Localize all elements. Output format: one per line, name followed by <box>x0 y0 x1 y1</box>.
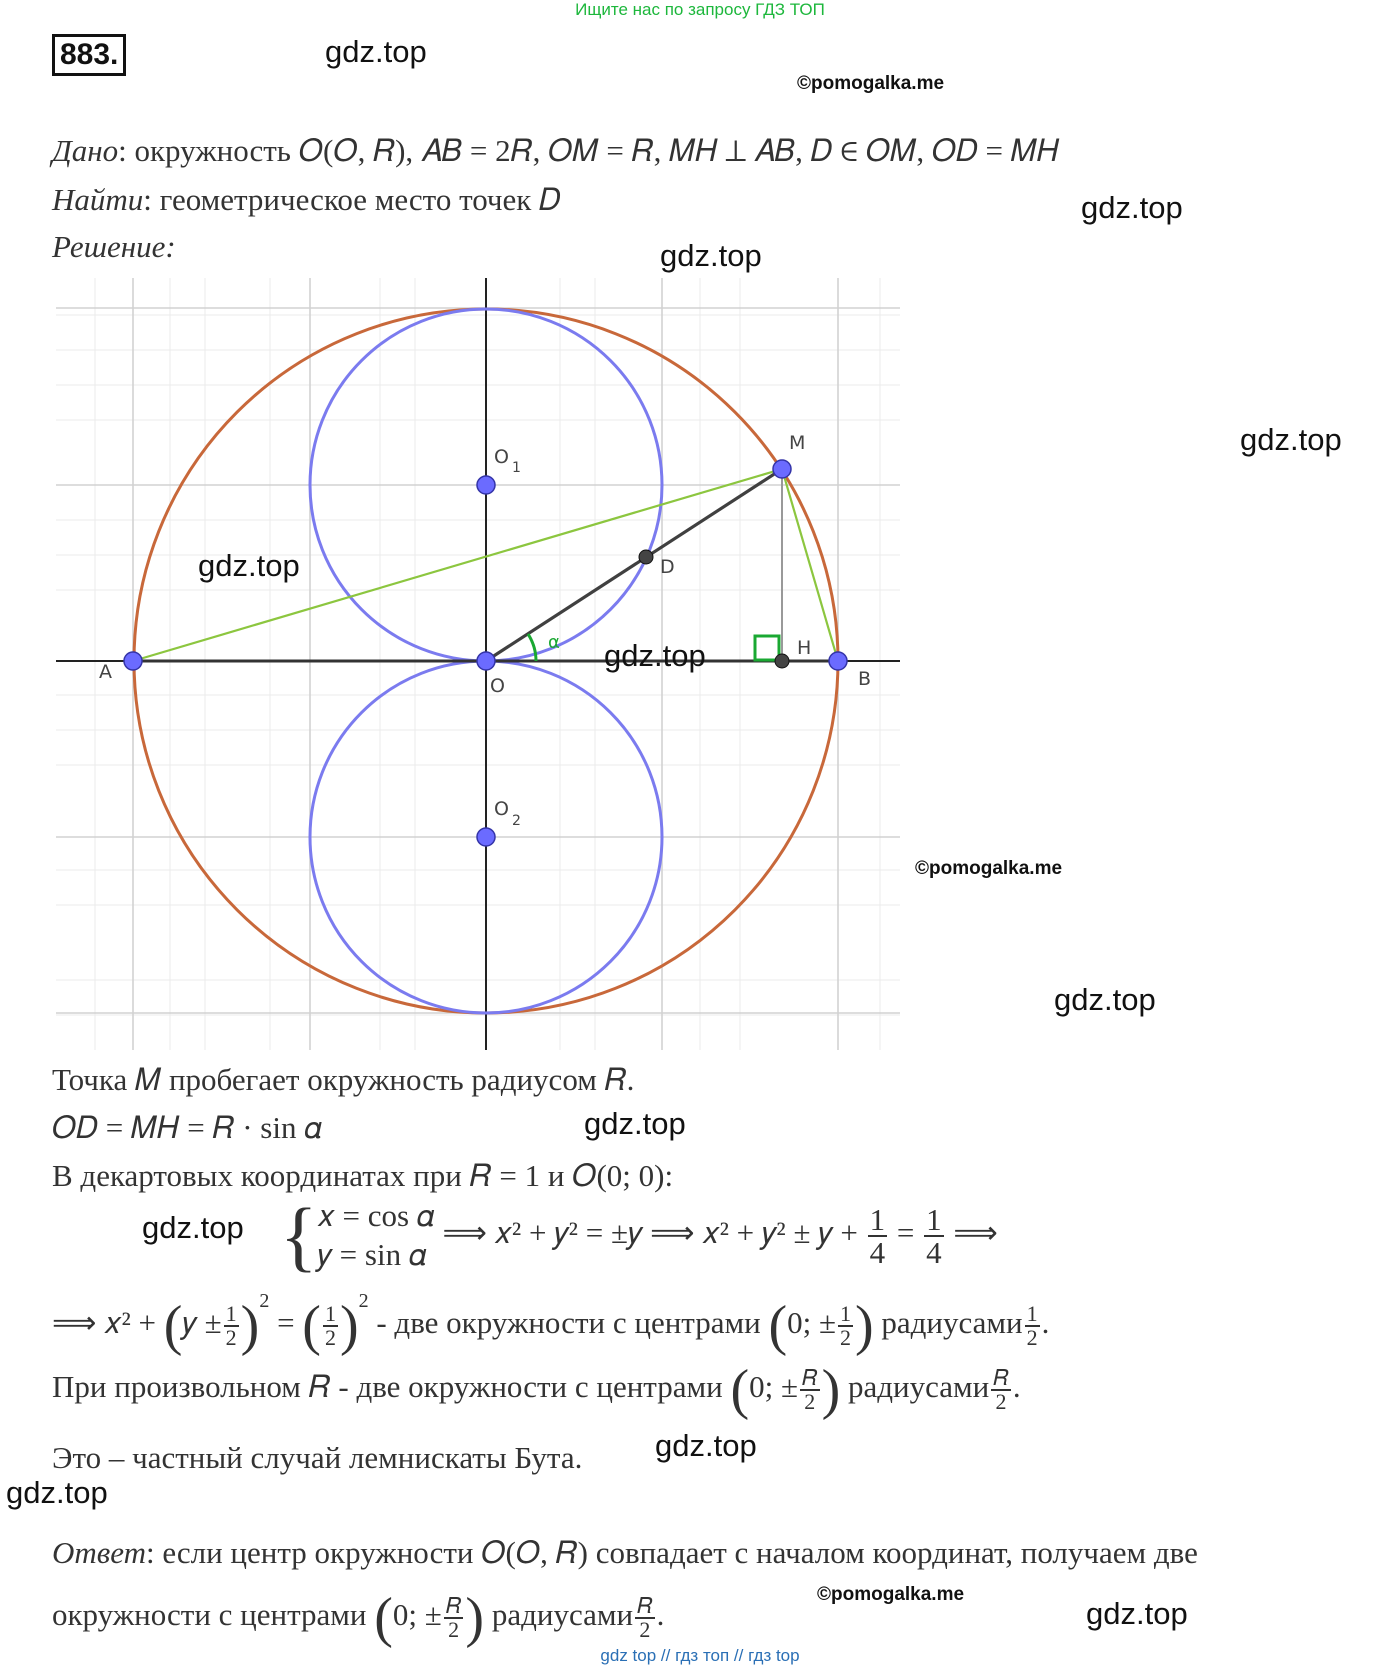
label-o1-sub: 1 <box>512 460 521 476</box>
given-text: : окружность 𝑂(𝑂, 𝑅), 𝐴𝐵 = 2𝑅, 𝑂𝑀 = 𝑅, 𝑀𝐻 ⊥ 𝐴𝐵, 𝐷 ∈ 𝑂𝑀, 𝑂𝐷 = 𝑀𝐻 <box>118 133 1060 168</box>
point-o1 <box>477 476 495 494</box>
equation-line-2: ⟹ 𝑥² + (𝑦 ± $\frac{1}{2}$ )$^2$ = ( $\frac{1}{2}$ )$^2$ - две окружности с центрами (0; ± $\frac{1}{2}$ ) радиусами $\frac{1}{2}$ . <box>52 1290 1050 1357</box>
answer-text-1: : если центр окружности 𝑂(𝑂, 𝑅) совпадает с началом координат, получаем две <box>145 1535 1198 1570</box>
system <box>317 1197 434 1275</box>
watermark: gdz.top <box>584 1106 686 1141</box>
copyright-watermark: ©pomogalka.me <box>817 1584 965 1605</box>
eq2-part-e: 0; ± <box>787 1305 836 1340</box>
text-line-7: Это – частный случай лемнискаты Бута. <box>52 1440 583 1475</box>
given-line <box>52 133 1059 170</box>
watermark: gdz.top <box>660 238 762 273</box>
fraction-r-half: $\frac{\text{𝑅}}{2}$ <box>637 1593 653 1642</box>
system-brace: { <box>280 1192 318 1279</box>
line6-part-b: 0; ± <box>749 1369 798 1405</box>
label-a: A <box>99 661 112 683</box>
point-o <box>477 652 495 670</box>
watermark: gdz.top <box>1086 1596 1188 1631</box>
point-h <box>775 654 789 668</box>
answer-line-1 <box>52 1535 1198 1572</box>
point-a <box>124 652 142 670</box>
text-line-3: В декартовых координатах при 𝑅 = 1 и 𝑂(0; 0): <box>52 1158 674 1193</box>
watermark: gdz.top <box>6 1475 108 1510</box>
label-h: H <box>797 637 812 659</box>
problem-number: 883. <box>52 34 126 76</box>
watermark: gdz.top <box>142 1210 244 1245</box>
find-text: : геометрическое место точек 𝐷 <box>143 182 561 217</box>
fraction-one-quarter: $\frac{1}{4}$ <box>926 1202 942 1270</box>
eq1-part-c: ⟹ <box>953 1215 998 1251</box>
label-o2-sub: 2 <box>512 813 521 829</box>
segment-mb <box>782 469 838 661</box>
label-o2: O <box>494 798 509 820</box>
answer-part-b: 0; ± <box>392 1597 442 1633</box>
watermark: gdz.top <box>655 1428 757 1463</box>
point-b <box>829 652 847 670</box>
eq1-part-a: ⟹ 𝑥² + 𝑦² = ±𝑦 ⟹ 𝑥² + 𝑦² ± 𝑦 + <box>442 1215 858 1251</box>
fraction-half: $\frac{1}{2}$ <box>1026 1300 1038 1350</box>
eq1-part-b: = <box>896 1215 915 1251</box>
answer-label: Ответ <box>52 1535 146 1570</box>
solution-label: Решение: <box>52 229 176 264</box>
segment-om <box>486 469 782 661</box>
fraction-half: $\frac{1}{2}$ <box>225 1300 237 1350</box>
label-d: D <box>660 556 675 578</box>
answer-part-a: окружности с центрами <box>52 1597 367 1633</box>
label-o: O <box>490 675 505 697</box>
eq2-part-c: = <box>277 1305 295 1340</box>
point-m <box>773 460 791 478</box>
answer-line-2: окружности с центрами (0; ± $\frac{\text{𝑅}}{2}$ ) радиусами $\frac{\text{𝑅}}{2}$ . <box>52 1587 665 1649</box>
text-line-2: 𝑂𝐷 = 𝑀𝐻 = 𝑅 · sin 𝛼 <box>52 1110 323 1145</box>
line6-part-a: При произвольном 𝑅 - две окружности с центрами <box>52 1369 723 1405</box>
find-label: Найти <box>52 182 144 217</box>
label-b: B <box>858 668 872 690</box>
text-line-6: При произвольном 𝑅 - две окружности с центрами (0; ± $\frac{\text{𝑅}}{2}$ ) радиусами $\frac{\text{𝑅}}{2}$ . <box>52 1359 1021 1421</box>
fraction-r-half: $\frac{\text{𝑅}}{2}$ <box>445 1593 462 1642</box>
line6-part-c: радиусами <box>848 1369 990 1405</box>
footer-links[interactable]: gdz top // гдз топ // гдз top <box>600 1646 800 1665</box>
copyright-watermark: ©pomogalka.me <box>797 73 945 94</box>
geometry-diagram <box>0 270 920 1060</box>
eq2-part-b: 𝑦 ± <box>182 1305 222 1340</box>
eq2-part-f: радиусами <box>881 1305 1023 1340</box>
find-line <box>52 182 561 219</box>
promo-text: Ищите нас по запросу ГДЗ ТОП <box>575 0 825 19</box>
copyright-watermark: ©pomogalka.me <box>915 858 1063 879</box>
given-label: Дано <box>52 133 119 168</box>
text-line-1: Точка 𝑀 пробегает окружность радиусом 𝑅. <box>52 1062 635 1097</box>
fraction-one-quarter: $\frac{1}{4}$ <box>869 1202 886 1270</box>
right-angle-marker <box>755 636 779 660</box>
watermark: gdz.top <box>604 638 706 673</box>
fraction-half: $\frac{1}{2}$ <box>324 1300 336 1350</box>
watermark: gdz.top <box>325 34 427 69</box>
point-d <box>639 550 653 564</box>
system-x: 𝑥 = cos 𝛼 <box>317 1198 435 1234</box>
label-o1: O <box>494 446 509 468</box>
answer-part-c: радиусами <box>491 1597 634 1633</box>
watermark: gdz.top <box>1240 422 1342 457</box>
eq2-part-a: ⟹ 𝑥² + <box>52 1305 156 1340</box>
label-m: M <box>789 432 806 454</box>
watermark: gdz.top <box>1081 190 1183 225</box>
fraction-half: $\frac{1}{2}$ <box>839 1300 851 1350</box>
fraction-r-half: $\frac{\text{𝑅}}{2}$ <box>993 1365 1009 1414</box>
watermark: gdz.top <box>1054 982 1156 1017</box>
point-o2 <box>477 828 495 846</box>
system-y: 𝑦 = sin 𝛼 <box>317 1237 427 1272</box>
eq2-part-d: - две окружности с центрами <box>376 1305 761 1340</box>
equation-line-1 <box>280 1192 998 1279</box>
watermark: gdz.top <box>198 548 300 583</box>
fraction-r-half: $\frac{\text{𝑅}}{2}$ <box>802 1365 818 1414</box>
label-alpha: α <box>548 632 560 653</box>
